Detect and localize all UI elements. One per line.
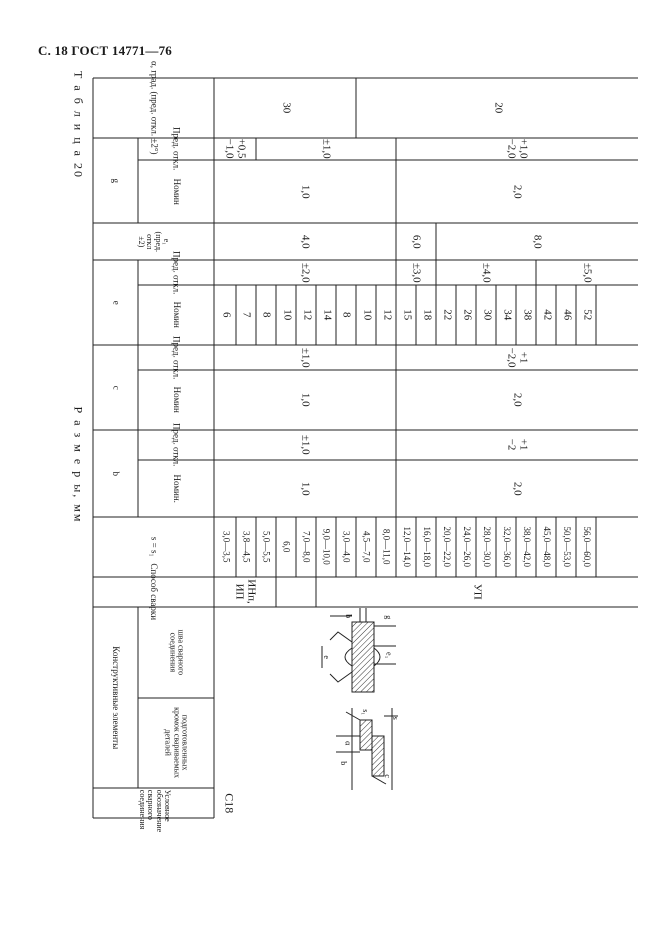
s-range-cell: 28,0—30,0 xyxy=(481,526,492,568)
e1-value-2: 6,0 xyxy=(410,234,423,249)
e-nom-cell: 34 xyxy=(500,309,513,321)
s-range-cell: 12,0—14,0 xyxy=(401,526,412,568)
e1-value-3: 8,0 xyxy=(531,234,544,249)
label-b2: b xyxy=(339,760,349,765)
s-range-cell: 20,0—22,0 xyxy=(441,526,452,568)
c-nom-2: 2,0 xyxy=(511,393,524,407)
table-label: Т а б л и ц а 20 xyxy=(71,71,86,179)
method-header: Способ сварки xyxy=(149,563,160,621)
e-pred-3: ±4,0 xyxy=(480,262,493,283)
label-g: g xyxy=(384,614,394,619)
e1-value-1: 4,0 xyxy=(299,234,312,249)
c-nom-header: Номин xyxy=(171,386,182,414)
prep-header: подготовленных кромок свариваемых деталей xyxy=(163,707,190,779)
e-nom-cell: 52 xyxy=(580,309,593,321)
b-pred-header: Пред. откл. xyxy=(171,423,182,467)
s-range-cell: 3,8—4,5 xyxy=(241,531,252,563)
label-s: s xyxy=(391,716,401,720)
c-pred-header: Пред. откл. xyxy=(171,335,182,380)
b-nom-1: 1,0 xyxy=(299,481,312,496)
g-pred-1: +0,5 −1,0 xyxy=(224,139,248,159)
label-e: e xyxy=(322,655,332,659)
s-range-cell: 5,0—5,5 xyxy=(261,531,272,563)
g-pred-header: Пред. откл. xyxy=(171,127,182,171)
e-nom-cell: 30 xyxy=(480,309,493,321)
s-range-cell: 9,0—10,0 xyxy=(321,529,332,565)
g-pred-2: ±1,0 xyxy=(320,139,333,159)
label-c: c xyxy=(383,774,393,778)
e-nom-cell: 6 xyxy=(220,312,233,318)
e-nom-cell: 26 xyxy=(460,309,473,321)
b-pred-2: +1 −2 xyxy=(506,439,530,451)
e-pred-2: ±3,0 xyxy=(410,262,423,283)
e-pred-1: ±2,0 xyxy=(299,262,312,283)
c-pred-2: +1 −2,0 xyxy=(506,347,530,368)
e-nom-cell: 18 xyxy=(420,309,433,321)
e1-header: e₁ (пред. откл ±2) xyxy=(137,231,172,252)
e-nom-cell: 42 xyxy=(540,309,553,321)
dimensions-label: Р а з м е р ы, мм xyxy=(71,406,86,524)
s-range-cell: 4,5—7,0 xyxy=(361,531,372,563)
e-nom-cell: 38 xyxy=(520,309,533,321)
s-range-cell: 56,0—60,0 xyxy=(581,526,592,568)
s-header: s = s₁ xyxy=(149,537,160,557)
designation-header: Условное обозначение сварного соединения xyxy=(137,790,172,833)
s-range-cell: 3,0—4,0 xyxy=(341,531,352,563)
b-nom-header: Номин. xyxy=(171,474,182,503)
label-s1: s₁ xyxy=(361,709,371,715)
e-pred-4: ±5,0 xyxy=(581,262,594,283)
e-nom-cell: 10 xyxy=(280,309,293,321)
b-nom-2: 2,0 xyxy=(511,481,524,496)
alpha-value-1: 30 xyxy=(279,102,292,114)
c-nom-1: 1,0 xyxy=(299,393,312,407)
s-range-cell: 45,0—48,0 xyxy=(541,526,552,568)
s-range-cell: 32,0—36,0 xyxy=(501,526,512,568)
e-nom-cell: 46 xyxy=(560,309,573,321)
construct-header: Конструктивные элементы xyxy=(111,646,122,749)
c-pred-1: ±1,0 xyxy=(299,347,312,368)
weld-header: шва сварного соединения xyxy=(168,629,186,676)
b-pred-1: ±1,0 xyxy=(299,435,312,455)
e-nom-header: Номин xyxy=(171,301,182,329)
s-range-cell: 6,0 xyxy=(281,541,292,553)
e-nom-cell: 22 xyxy=(440,309,453,321)
g-group-header: g xyxy=(111,178,122,183)
e-nom-cell: 15 xyxy=(400,309,413,321)
g-nom-header: Номин xyxy=(171,178,182,205)
g-nom-2: 2,0 xyxy=(511,184,524,199)
page-header: С. 18 ГОСТ 14771—76 xyxy=(38,43,172,58)
e-nom-cell: 8 xyxy=(340,312,353,318)
alpha-value-2: 20 xyxy=(491,102,504,114)
g-pred-3: +1,0 −2,0 xyxy=(506,139,530,159)
s-range-cell: 16,0—18,0 xyxy=(421,526,432,568)
method-1: ИНп, ИП xyxy=(234,579,258,605)
designation-value: С18 xyxy=(222,792,237,814)
s-range-cell: 38,0—42,0 xyxy=(521,526,532,568)
e-group-header: e xyxy=(111,300,122,305)
e-nom-cell: 14 xyxy=(320,309,333,321)
label-b: b xyxy=(344,613,354,618)
s-range-cell: 3,0—3,5 xyxy=(221,531,232,563)
s-range-cell: 8,0—11,0 xyxy=(381,529,392,565)
b-group-header: b xyxy=(111,471,122,476)
e-pred-header: Пред. откл. xyxy=(171,250,182,295)
method-2: УП xyxy=(471,584,484,600)
e-nom-cell: 12 xyxy=(300,309,313,321)
e-nom-cell: 12 xyxy=(380,309,393,321)
alpha-header: α, град. (пред. откл. ±2°) xyxy=(149,61,160,155)
g-nom-1: 1,0 xyxy=(299,184,312,199)
label-a: α xyxy=(343,740,353,746)
s-range-cell: 50,0—53,0 xyxy=(561,526,572,568)
c-group-header: c xyxy=(111,385,122,390)
s-range-cell: 7,0—8,0 xyxy=(301,531,312,563)
label-e1: e₁ xyxy=(384,651,394,659)
e-nom-cell: 10 xyxy=(360,309,373,321)
e-nom-cell: 8 xyxy=(260,312,273,318)
s-range-cell: 24,0—26,0 xyxy=(461,526,472,568)
e-nom-cell: 7 xyxy=(240,312,253,318)
